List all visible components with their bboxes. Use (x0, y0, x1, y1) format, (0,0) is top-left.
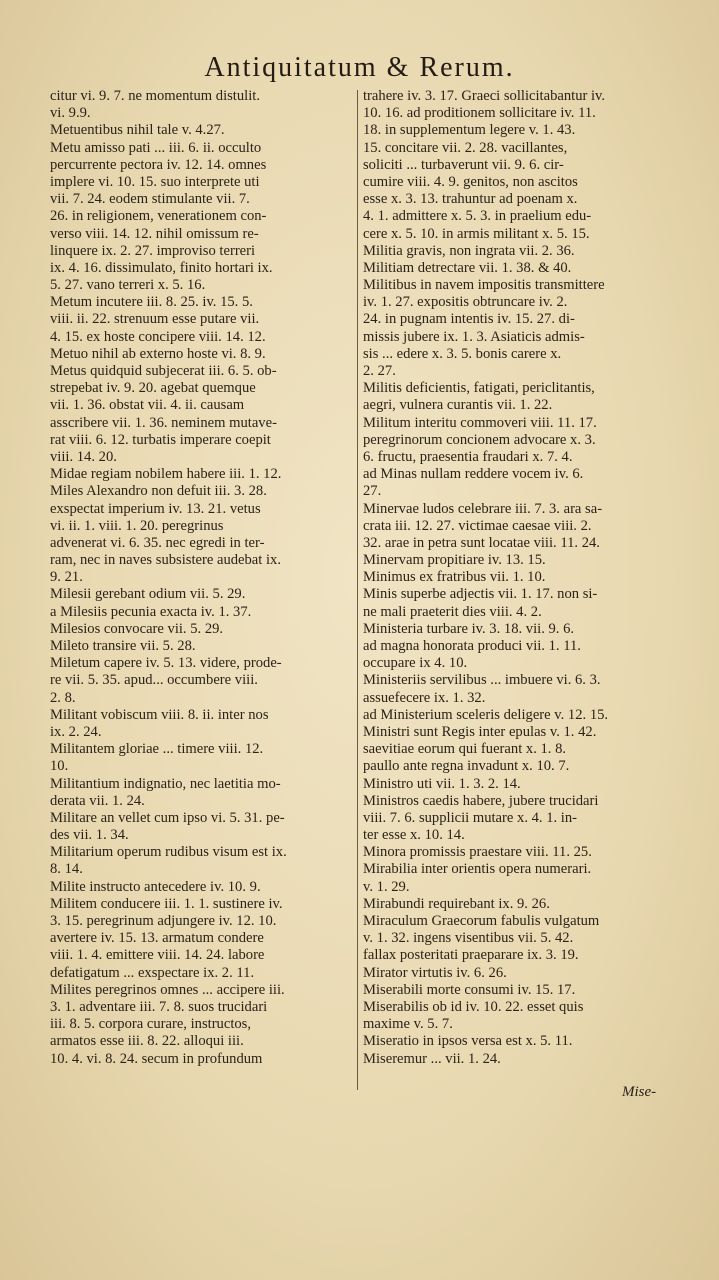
index-line: iii. 8. 5. corpora curare, instructos, (50, 1016, 252, 1033)
index-line: Milites peregrinos omnes ... accipere iii. (50, 981, 285, 998)
index-line: rat viii. 6. 12. turbatis imperare coepit (50, 431, 271, 448)
index-line: strepebat iv. 9. 20. agebat quemque (50, 380, 256, 397)
index-line: ad magna honorata produci vii. 1. 11. (363, 638, 581, 654)
index-line: Metum incutere iii. 8. 25. iv. 15. 5. (50, 294, 253, 311)
index-line: vii. 1. 36. obstat vii. 4. ii. causam (50, 397, 245, 414)
index-line: Militare an vellet cum ipso vi. 5. 31. pe- (50, 809, 285, 826)
index-line: v. 1. 32. ingens visentibus vii. 5. 42. (363, 930, 574, 947)
index-line: Miserabili morte consumi iv. 15. 17. (363, 981, 576, 998)
index-line: avertere iv. 15. 13. armatum condere (50, 930, 264, 947)
index-line: peregrinorum concionem advocare x. 3. (363, 431, 596, 448)
index-line: advenerat vi. 6. 35. nec egredi in ter- (50, 534, 265, 551)
index-line: armatos esse iii. 8. 22. alloqui iii. (50, 1033, 244, 1050)
index-line: fallax posteritati praeparare ix. 3. 19. (363, 947, 579, 964)
index-line: viii. ii. 22. strenuum esse putare vii. (50, 311, 260, 328)
index-line: Militum interitu commoveri viii. 11. 17. (363, 414, 597, 431)
index-line: 3. 1. adventare iii. 7. 8. suos trucidari (50, 998, 268, 1015)
index-line: 9. 21. (50, 569, 83, 586)
index-line: occupare ix 4. 10. (363, 655, 468, 672)
index-line: Militibus in navem impositis transmittere (363, 277, 605, 294)
index-line: percurrente pectora iv. 12. 14. omnes (50, 156, 267, 173)
index-line: Miseremur ... vii. 1. 24. (363, 1050, 501, 1067)
index-line: vi. ii. 1. viii. 1. 20. peregrinus (50, 517, 224, 534)
index-line: Mirabilia inter orientis opera numerari. (363, 861, 592, 878)
index-line: Mirator virtutis iv. 6. 26. (363, 964, 507, 981)
index-line: Ministro uti vii. 1. 3. 2. 14. (363, 775, 521, 792)
right-column (363, 88, 683, 1068)
index-line: Miserabilis ob id iv. 10. 22. esset quis (363, 998, 584, 1015)
index-line: ram, nec in naves subsistere audebat ix. (50, 552, 281, 569)
index-line: Militis deficientis, fatigati, periclitantis, (363, 380, 595, 397)
index-line: Militantium indignatio, nec laetitia mo- (50, 775, 281, 792)
index-line: 5. 27. vano terreri x. 5. 16. (50, 277, 206, 294)
index-line: verso viii. 14. 12. nihil omissum re- (50, 225, 259, 242)
index-line: Minervae ludos celebrare iii. 7. 3. ara sa- (363, 500, 603, 517)
index-line: Minervam propitiare iv. 13. 15. (363, 552, 546, 569)
catchword: Mise- (622, 1084, 657, 1100)
index-line: trahere iv. 3. 17. Graeci sollicitabantur iv. (363, 88, 606, 104)
index-line: 2. 8. (50, 689, 76, 706)
index-line: vi. 9.9. (50, 105, 91, 122)
index-line: assuefecere ix. 1. 32. (363, 689, 486, 706)
index-line: 10. 4. vi. 8. 24. secum in profundum (50, 1050, 263, 1067)
left-column (50, 88, 360, 1068)
index-line: soliciti ... turbaverunt vii. 9. 6. cir- (363, 156, 564, 173)
index-line: linquere ix. 2. 27. improviso terreri (50, 242, 256, 259)
index-line: exspectat imperium iv. 13. 21. vetus (50, 500, 261, 517)
index-line: Minis superbe adjectis vii. 1. 17. non si- (363, 586, 598, 603)
index-line: Midae regiam nobilem habere iii. 1. 12. (50, 466, 282, 483)
index-line: derata vii. 1. 24. (50, 792, 145, 809)
index-line: missis jubere ix. 1. 3. Asiaticis admis- (363, 328, 585, 345)
index-line: 4. 15. ex hoste concipere viii. 14. 12. (50, 328, 266, 345)
index-line: 15. concitare vii. 2. 28. vacillantes, (363, 139, 568, 156)
index-line: Metuo nihil ab externo hoste vi. 8. 9. (50, 345, 266, 362)
index-line: Milesios convocare vii. 5. 29. (50, 620, 224, 637)
index-line: Metus quidquid subjecerat iii. 6. 5. ob- (50, 363, 277, 379)
index-line: Metuentibus nihil tale v. 4.27. (50, 122, 225, 139)
index-line: Ministri sunt Regis inter epulas v. 1. 42. (363, 723, 597, 740)
index-line: ne mali praeterit dies viii. 4. 2. (363, 603, 542, 620)
index-line: aegri, vulnera curantis vii. 1. 22. (363, 397, 553, 414)
index-line: Militia gravis, non ingrata vii. 2. 36. (363, 242, 575, 259)
index-line: 2. 27. (363, 363, 396, 379)
index-line: re vii. 5. 35. apud... occumbere viii. (50, 672, 258, 689)
index-line: 26. in religionem, venerationem con- (50, 208, 267, 225)
index-line: Minora promissis praestare viii. 11. 25. (363, 844, 592, 861)
index-line: Miles Alexandro non defuit iii. 3. 28. (50, 483, 267, 500)
index-line: 18. in supplementum legere v. 1. 43. (363, 122, 576, 139)
index-line: a Milesiis pecunia exacta iv. 1. 37. (50, 603, 252, 620)
index-line: ad Ministerium sceleris deligere v. 12. 15. (363, 706, 609, 723)
index-line: Minimus ex fratribus vii. 1. 10. (363, 569, 546, 586)
index-line: ad Minas nullam reddere vocem iv. 6. (363, 466, 584, 483)
index-line: Militarium operum rudibus visum est ix. (50, 844, 287, 861)
index-line: des vii. 1. 34. (50, 827, 129, 844)
index-line: maxime v. 5. 7. (363, 1016, 453, 1033)
index-line: ix. 4. 16. dissimulato, finito hortari ix. (50, 259, 273, 276)
index-line: 32. arae in petra sunt locatae viii. 11. 24. (363, 534, 600, 551)
index-line: saevitiae eorum qui fuerant x. 1. 8. (363, 741, 567, 758)
index-line: implere vi. 10. 15. suo interprete uti (50, 173, 260, 190)
index-line: viii. 7. 6. supplicii mutare x. 4. 1. in- (363, 809, 578, 826)
index-line: viii. 1. 4. emittere viii. 14. 24. labore (50, 947, 265, 964)
index-line: vii. 7. 24. eodem stimulante vii. 7. (50, 191, 250, 208)
index-line: crata iii. 12. 27. victimae caesae viii. 2. (363, 517, 592, 534)
index-line: Militant vobiscum viii. 8. ii. inter nos (50, 706, 269, 723)
index-line: Miseratio in ipsos versa est x. 5. 11. (363, 1033, 573, 1050)
index-line: iv. 1. 27. expositis obtruncare iv. 2. (363, 294, 568, 311)
index-line: viii. 14. 20. (50, 448, 117, 465)
index-line: 10. 16. ad proditionem sollicitare iv. 11. (363, 105, 596, 122)
index-line: Mirabundi requirebant ix. 9. 26. (363, 895, 550, 912)
index-line: 3. 15. peregrinum adjungere iv. 12. 10. (50, 913, 277, 929)
index-line: cere x. 5. 10. in armis militant x. 5. 15. (363, 225, 590, 242)
index-line: v. 1. 29. (363, 878, 410, 895)
index-line: Ministeriis servilibus ... imbuere vi. 6. 3. (363, 672, 601, 689)
running-header: Antiquitatum & Rerum. (204, 52, 515, 83)
index-line: asscribere vii. 1. 36. neminem mutave- (50, 414, 277, 431)
index-line: Milesii gerebant odium vii. 5. 29. (50, 586, 246, 603)
index-line: cumire viii. 4. 9. genitos, non ascitos (363, 173, 578, 190)
index-line: 27. (363, 483, 382, 500)
index-line: 8. 14. (50, 861, 83, 878)
index-line: defatigatum ... exspectare ix. 2. 11. (50, 964, 255, 981)
index-line: citur vi. 9. 7. ne momentum distulit. (50, 88, 260, 104)
index-line: Ministros caedis habere, jubere trucidari (363, 792, 599, 809)
index-line: Mileto transire vii. 5. 28. (50, 638, 196, 654)
index-line: ter esse x. 10. 14. (363, 827, 465, 844)
index-line: Milite instructo antecedere iv. 10. 9. (50, 878, 261, 895)
index-line: Militem conducere iii. 1. 1. sustinere iv. (50, 895, 283, 912)
index-line: paullo ante regna invadunt x. 10. 7. (363, 758, 570, 775)
index-line: sis ... edere x. 3. 5. bonis carere x. (363, 345, 562, 362)
index-line: esse x. 3. 13. trahuntur ad poenam x. (363, 191, 578, 208)
index-line: 10. (50, 758, 69, 775)
index-line: Miletum capere iv. 5. 13. videre, prode- (50, 655, 282, 672)
index-line: Metu amisso pati ... iii. 6. ii. occulto (50, 139, 262, 156)
index-line: Miraculum Graecorum fabulis vulgatum (363, 913, 600, 929)
index-line: Militantem gloriae ... timere viii. 12. (50, 741, 264, 758)
index-line: ix. 2. 24. (50, 723, 102, 740)
index-line: Ministeria turbare iv. 3. 18. vii. 9. 6. (363, 620, 575, 637)
index-line: 24. in pugnam intentis iv. 15. 27. di- (363, 311, 575, 328)
index-line: 4. 1. admittere x. 5. 3. in praelium edu- (363, 208, 592, 225)
index-line: Militiam detrectare vii. 1. 38. & 40. (363, 259, 572, 276)
index-line: 6. fructu, praesentia fraudari x. 7. 4. (363, 448, 573, 465)
